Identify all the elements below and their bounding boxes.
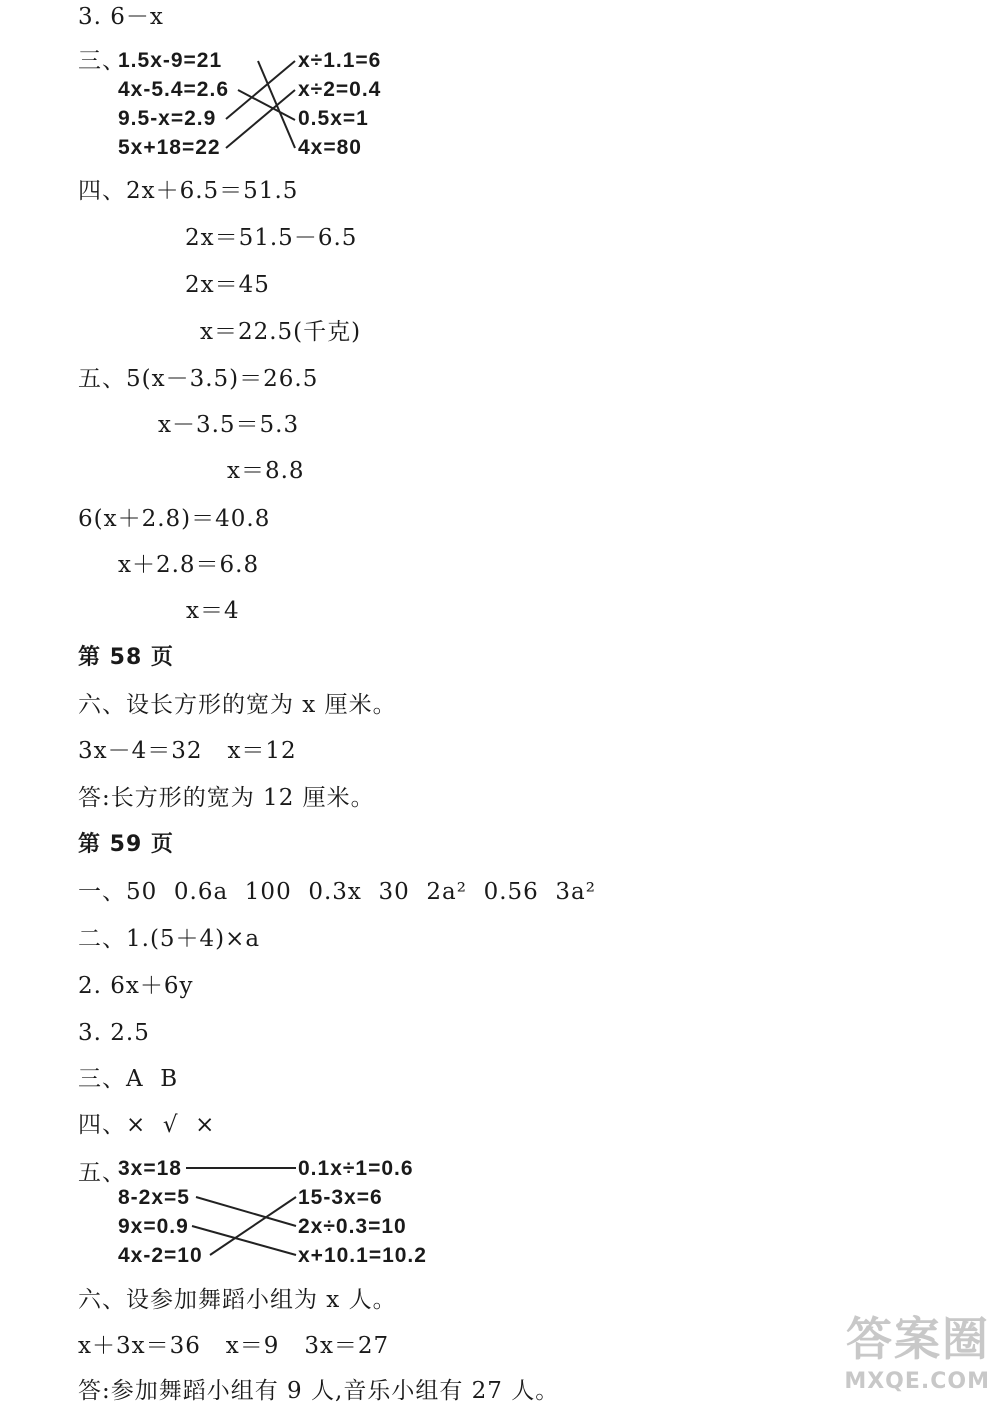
p59-section-3: 三、A B [78, 1066, 179, 1092]
page-59-heading: 第 59 页 [78, 832, 174, 857]
p59-section-6-line-1: 六、设参加舞蹈小组为 x 人。 [78, 1287, 397, 1313]
p59-match-right-1: 0.1x÷1=0.6 [298, 1157, 414, 1180]
section-5-line-3: x＝8.8 [227, 458, 305, 484]
match-line-f [196, 1197, 296, 1226]
match-line-b [238, 90, 295, 120]
p59-section-6-line-2: x＋3x＝36 x＝9 3x＝27 [78, 1333, 390, 1359]
match-line-g [192, 1226, 296, 1255]
match-left-4: 5x+18=22 [118, 136, 221, 159]
match-right-1: x÷1.1=6 [298, 49, 382, 72]
watermark [844, 1303, 990, 1394]
section-5-line-4: 6(x＋2.8)＝40.8 [78, 506, 271, 532]
match-left-1: 1.5x-9=21 [118, 49, 223, 72]
section-4-line-1: 四、2x＋6.5＝51.5 [78, 178, 299, 204]
match-left-3: 9.5-x=2.9 [118, 107, 217, 130]
p59-match-right-4: x+10.1=10.2 [298, 1244, 427, 1267]
p59-match-left-4: 4x-2=10 [118, 1244, 203, 1267]
section-5-line-1: 五、5(x－3.5)＝26.5 [78, 366, 319, 392]
match-line-d [226, 90, 295, 148]
section-3-label: 三、 [78, 48, 126, 74]
p59-match-left-2: 8-2x=5 [118, 1186, 190, 1209]
match-right-3: 0.5x=1 [298, 107, 369, 130]
p59-section-2-item-1: 二、1.(5＋4)×a [78, 926, 261, 952]
p59-match-right-2: 15-3x=6 [298, 1186, 383, 1209]
p59-section-6-answer: 答:参加舞蹈小组有 9 人,音乐小组有 27 人。 [78, 1378, 560, 1404]
line-3-answer: 3. 6－x [78, 4, 164, 30]
page-58-heading: 第 58 页 [78, 645, 174, 670]
match-left-2: 4x-5.4=2.6 [118, 78, 230, 101]
p58-section-6-answer: 答:长方形的宽为 12 厘米。 [78, 785, 375, 811]
p59-match-left-3: 9x=0.9 [118, 1215, 189, 1238]
match-line-c [226, 61, 295, 119]
section-5-line-5: x＋2.8＝6.8 [118, 552, 260, 578]
p59-match-right-3: 2x÷0.3=10 [298, 1215, 407, 1238]
watermark-url: MXQE.COM [844, 1369, 990, 1394]
p59-section-5-label: 五、 [78, 1160, 126, 1186]
match-right-2: x÷2=0.4 [298, 78, 382, 101]
section-4-line-2: 2x＝51.5－6.5 [185, 225, 358, 251]
p58-section-6-line-2: 3x－4＝32 x＝12 [78, 738, 297, 764]
section-5-line-2: x－3.5＝5.3 [158, 412, 300, 438]
section-4-line-3: 2x＝45 [185, 272, 270, 298]
p58-section-6-line-1: 六、设长方形的宽为 x 厘米。 [78, 692, 397, 718]
p59-section-4: 四、× √ × [78, 1112, 216, 1138]
p59-match-left-1: 3x=18 [118, 1157, 182, 1180]
section-5-line-6: x＝4 [186, 598, 240, 624]
p59-section-2-item-2: 2. 6x＋6y [78, 973, 194, 999]
p59-section-1: 一、50 0.6a 100 0.3x 30 2a² 0.56 3a² [78, 879, 596, 905]
section-4-line-4: x＝22.5(千克) [200, 319, 362, 345]
match-right-4: 4x=80 [298, 136, 362, 159]
watermark-title: 答案圈 [846, 1312, 990, 1366]
p59-section-2-item-3: 3. 2.5 [78, 1020, 150, 1046]
